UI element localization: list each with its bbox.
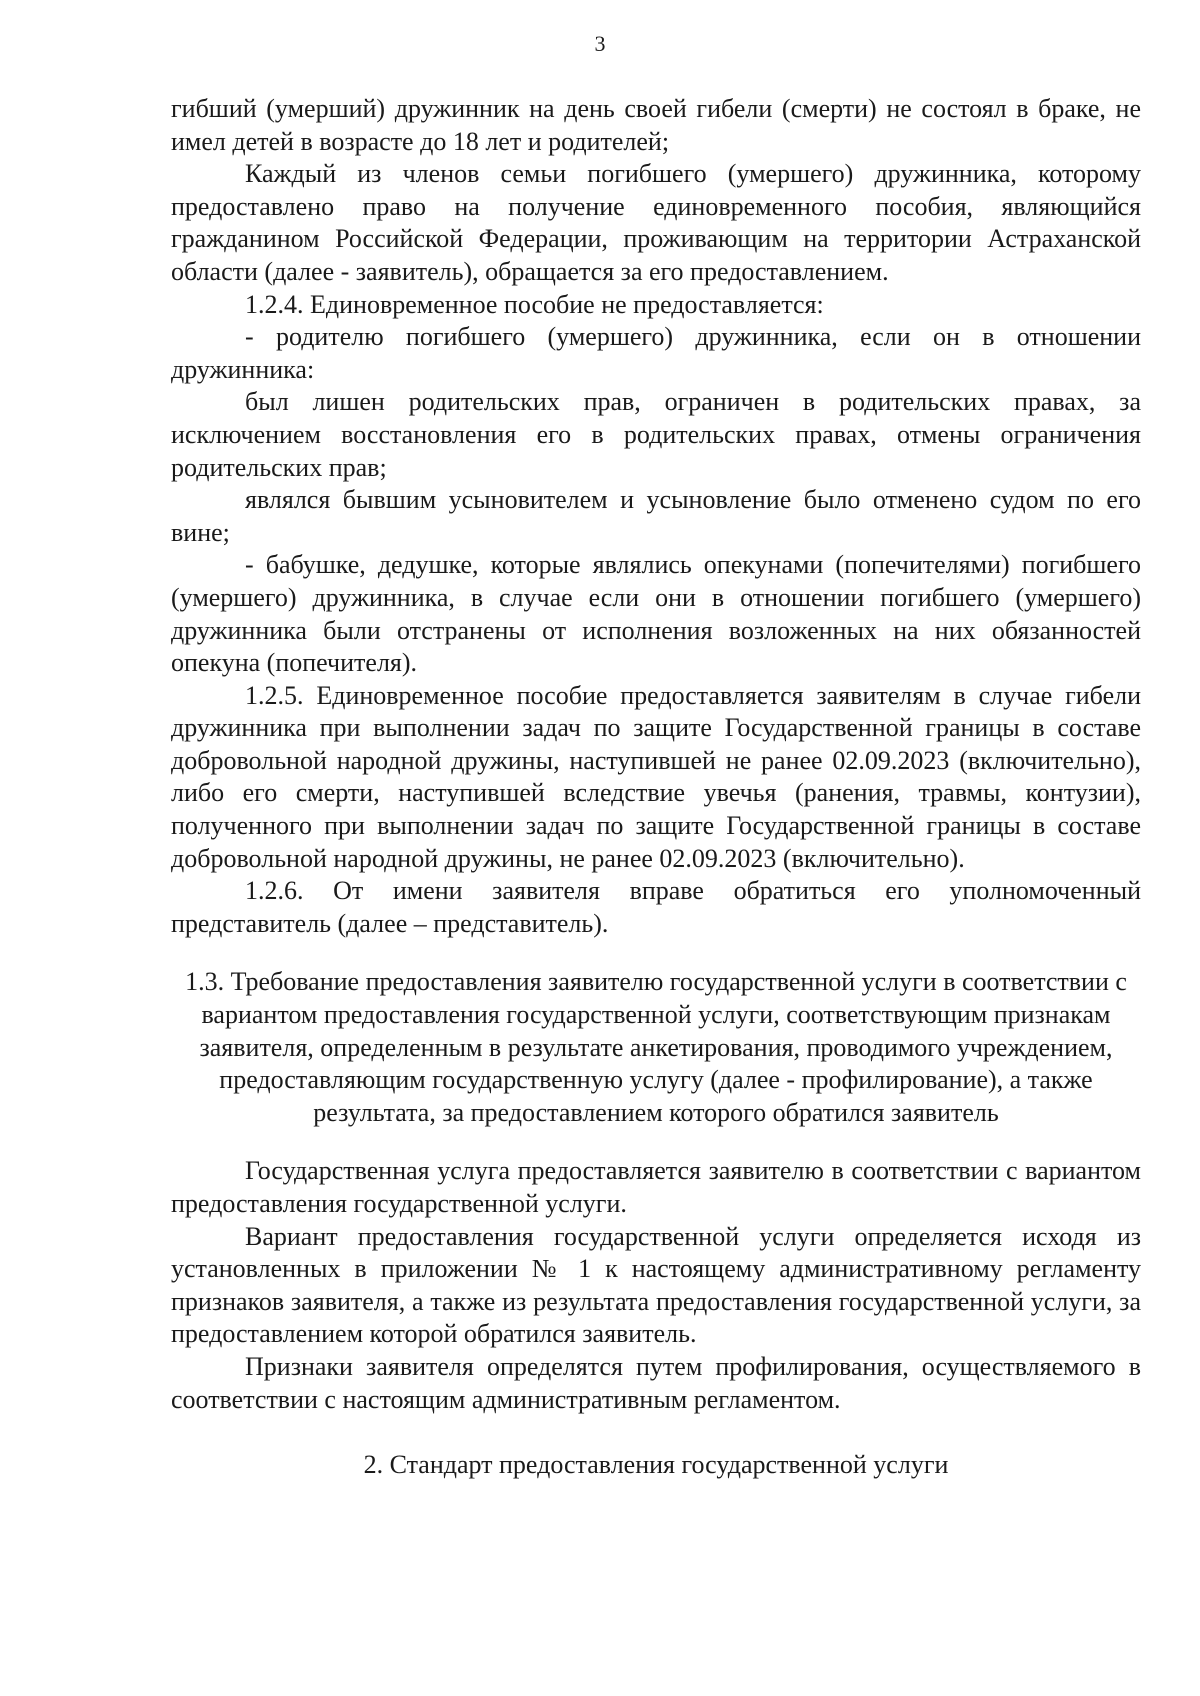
document-body xyxy=(171,93,1141,1482)
paragraph-1-2-6: 1.2.6. От имени заявителя вправе обратиться его уполномоченный представитель (далее – представитель). xyxy=(171,876,1141,938)
paragraph-service-variant: Государственная услуга предоставляется заявителю в соответствии с вариантом предоставления государственной услуги. xyxy=(171,1156,1141,1218)
list-item-parent: - родителю погибшего (умершего) дружинника, если он в отношении дружинника: xyxy=(171,322,1141,384)
paragraph-variant-determination: Вариант предоставления государственной услуги определяется исходя из установленных в приложении № 1 к настоящему административному регламенту признаков заявителя, а также из результата предоставления государственной услуги, за предоставлением которой обратился заявитель. xyxy=(171,1221,1141,1349)
paragraph-profiling: Признаки заявителя определятся путем профилирования, осуществляемого в соответствии с настоящим административным регламентом. xyxy=(171,1351,1141,1414)
paragraph-1-2-5: 1.2.5. Единовременное пособие предоставляется заявителям в случае гибели дружинника при выполнении задач по защите Государственной границы в составе добровольной народной дружины, наступившей не ранее 02.09.2023 (включительно), либо его смерти, наступившей вследствие увечья (ранения, травмы, контузии), полученного при выполнении задач по защите Государственной границы в составе добровольной народной дружины, не ранее 02.09.2023 (включительно). xyxy=(171,680,1141,873)
paragraph-continuation: гибший (умерший) дружинник на день своей гибели (смерти) не состоял в браке, не имел детей в возрасте до 18 лет и родителей; xyxy=(171,94,1141,156)
list-subitem-former-adopter: являлся бывшим усыновителем и усыновление было отменено судом по его вине; xyxy=(171,485,1141,547)
page-number: 3 xyxy=(594,31,606,56)
paragraph-1-2-4: 1.2.4. Единовременное пособие не предоставляется: xyxy=(245,289,824,319)
chapter-heading-2: 2. Стандарт предоставления государственной услуги xyxy=(363,1450,949,1480)
section-heading-1-3: 1.3. Требование предоставления заявителю государственной услуги в соответствии с вариантом предоставления государственной услуги, соответствующим признакам заявителя, определенным в результате анкетирования, проводимого учреждением, предоставляющим государственную услугу (далее - профилирование), а также результата, за предоставлением которого обратился заявитель xyxy=(185,967,1127,1127)
list-item-grandparents: - бабушке, дедушке, которые являлись опекунами (попечителями) погибшего (умершего) дружинника, в случае если они в отношении погибшего (умершего) дружинника были отстранены от исполнения возложенных на них обязанностей опекуна (попечителя). xyxy=(171,550,1141,678)
paragraph-applicant-definition: Каждый из членов семьи погибшего (умершего) дружинника, которому предоставлено право на получение единовременного пособия, являющийся гражданином Российской Федерации, проживающим на территории Астраханской области (далее - заявитель), обращается за его предоставлением. xyxy=(171,159,1141,286)
list-subitem-deprived-rights: был лишен родительских прав, ограничен в родительских правах, за исключением восстановления его в родительских правах, отмены ограничения родительских прав; xyxy=(171,387,1141,482)
